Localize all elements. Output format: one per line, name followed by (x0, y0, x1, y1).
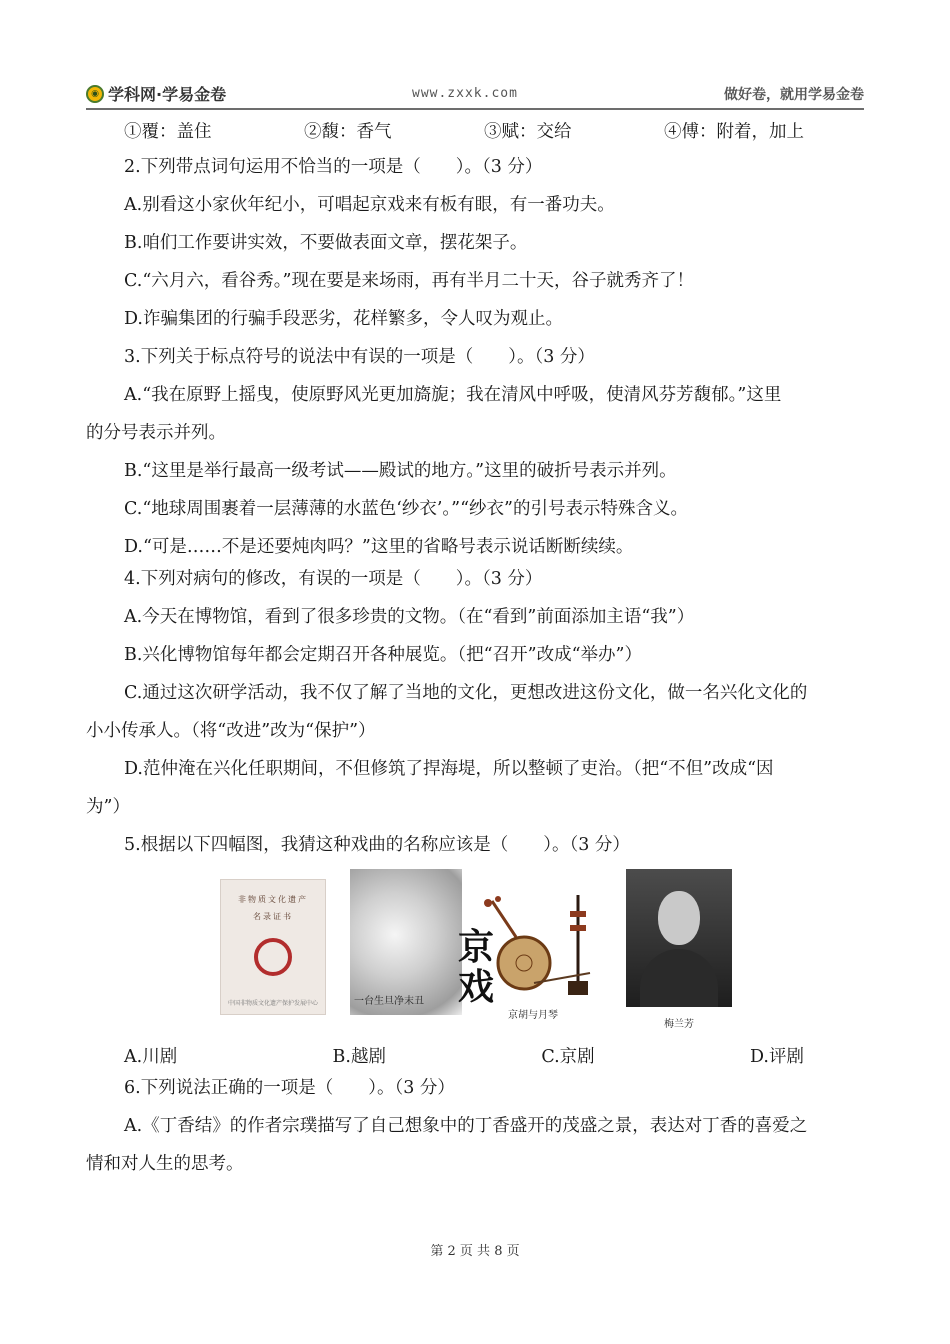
q5-option-d: D.评剧 (750, 1047, 804, 1067)
q3-stem: 3.下列关于标点符号的说法中有误的一项是（ ）。（3 分） (124, 347, 595, 367)
q3-option-b: B.“这里是举行最高一级考试——殿试的地方。”这里的破折号表示并列。 (124, 461, 677, 481)
q1-option-1: ①覆：盖住 (124, 122, 212, 142)
heritage-certificate-image (220, 879, 326, 1015)
peking-opera-caption: 一台生旦净末丑 (354, 996, 424, 1007)
q3-option-a-line1: A.“我在原野上摇曳，使原野风光更加旖旎；我在清风中呼吸，使清风芬芳馥郁。”这里 (124, 385, 782, 405)
q5-option-b: B.越剧 (332, 1047, 386, 1067)
portrait-caption: 梅兰芳 (664, 1019, 694, 1030)
q4-option-c-line1: C.通过这次研学活动，我不仅了解了当地的文化，更想改进这份文化，做一名兴化文化的 (124, 683, 808, 703)
cert-title-1: 非物质文化遗产 (238, 895, 308, 904)
page-number: 第 2 页 共 8 页 (430, 1244, 520, 1259)
site-url: www.zxxk.com (412, 86, 518, 101)
q2-stem: 2.下列带点词句运用不恰当的一项是（ ）。（3 分） (124, 157, 543, 177)
q6-stem: 6.下列说法正确的一项是（ ）。（3 分） (124, 1078, 455, 1098)
cert-footer: 中国非物质文化遗产保护发展中心 (227, 1000, 318, 1007)
page-header (86, 82, 864, 108)
q5-option-c: C.京剧 (541, 1047, 595, 1067)
q1-options (86, 118, 804, 143)
q6-option-a-line2: 情和对人生的思考。 (86, 1154, 244, 1174)
instruments-caption: 京胡与月琴 (508, 1010, 558, 1021)
cert-title-2: 名录证书 (253, 912, 293, 921)
q3-option-a-line2: 的分号表示并列。 (86, 423, 226, 443)
question-content (86, 118, 864, 1178)
mei-lanfang-portrait (626, 869, 732, 1007)
peking-opera-image (350, 869, 495, 1015)
brand-logo (86, 82, 226, 105)
heritage-seal-icon (254, 938, 292, 976)
q4-option-d-line2: 为”） (86, 797, 130, 817)
q3-option-d: D.“可是……不是还要炖肉吗？”这里的省略号表示说话断断续续。 (124, 537, 634, 557)
portrait-face (658, 891, 700, 945)
q5-options (86, 1043, 804, 1068)
q1-option-2: ②馥：香气 (304, 122, 392, 142)
q1-option-3: ③赋：交给 (484, 122, 572, 142)
header-divider (86, 108, 864, 110)
q3-option-c: C.“地球周围裹着一层薄薄的水蓝色‘纱衣’。”“纱衣”的引号表示特殊含义。 (124, 499, 688, 519)
owl-logo-icon: ◉ (86, 85, 104, 103)
logo-text: 学科网·学易金卷 (108, 85, 227, 104)
q2-option-c: C.“六月六，看谷秀。”现在要是来场雨，再有半月二十天，谷子就秀齐了！ (124, 271, 694, 291)
q5-option-a: A.川剧 (124, 1047, 178, 1067)
instruments-image (478, 893, 602, 1023)
q4-option-d-line1: D.范仲淹在兴化任职期间，不但修筑了捍海堤，所以整顿了吏治。（把“不但”改成“因 (124, 759, 774, 779)
q2-option-a: A.别看这小家伙年纪小，可唱起京戏来有板有眼，有一番功夫。 (124, 195, 615, 215)
q2-option-b: B.咱们工作要讲实效，不要做表面文章，摆花架子。 (124, 233, 528, 253)
q6-option-a-line1: A.《丁香结》的作者宗璞描写了自己想象中的丁香盛开的茂盛之景，表达对丁香的喜爱之 (124, 1116, 808, 1136)
q4-option-b: B.兴化博物馆每年都会定期召开各种展览。（把“召开”改成“举办”） (124, 645, 642, 665)
q4-stem: 4.下列对病句的修改，有误的一项是（ ）。（3 分） (124, 569, 543, 589)
q4-option-c-line2: 小小传承人。（将“改进”改为“保护”） (86, 721, 376, 741)
q4-option-a: A.今天在博物馆，看到了很多珍贵的文物。（在“看到”前面添加主语“我”） (124, 607, 695, 627)
header-slogan: 做好卷，就用学易金卷 (724, 87, 864, 103)
instruments-illustration-icon (478, 893, 602, 1005)
q5-stem: 5.根据以下四幅图，我猜这种戏曲的名称应该是（ ）。（3 分） (124, 835, 630, 855)
q1-option-4: ④傅：附着，加上 (664, 122, 804, 142)
peking-opera-big-title: 京戏 (458, 926, 495, 1008)
q2-option-d: D.诈骗集团的行骗手段恶劣，花样繁多，令人叹为观止。 (124, 309, 563, 329)
q5-image-row (86, 869, 864, 1039)
portrait-body (640, 949, 718, 1007)
